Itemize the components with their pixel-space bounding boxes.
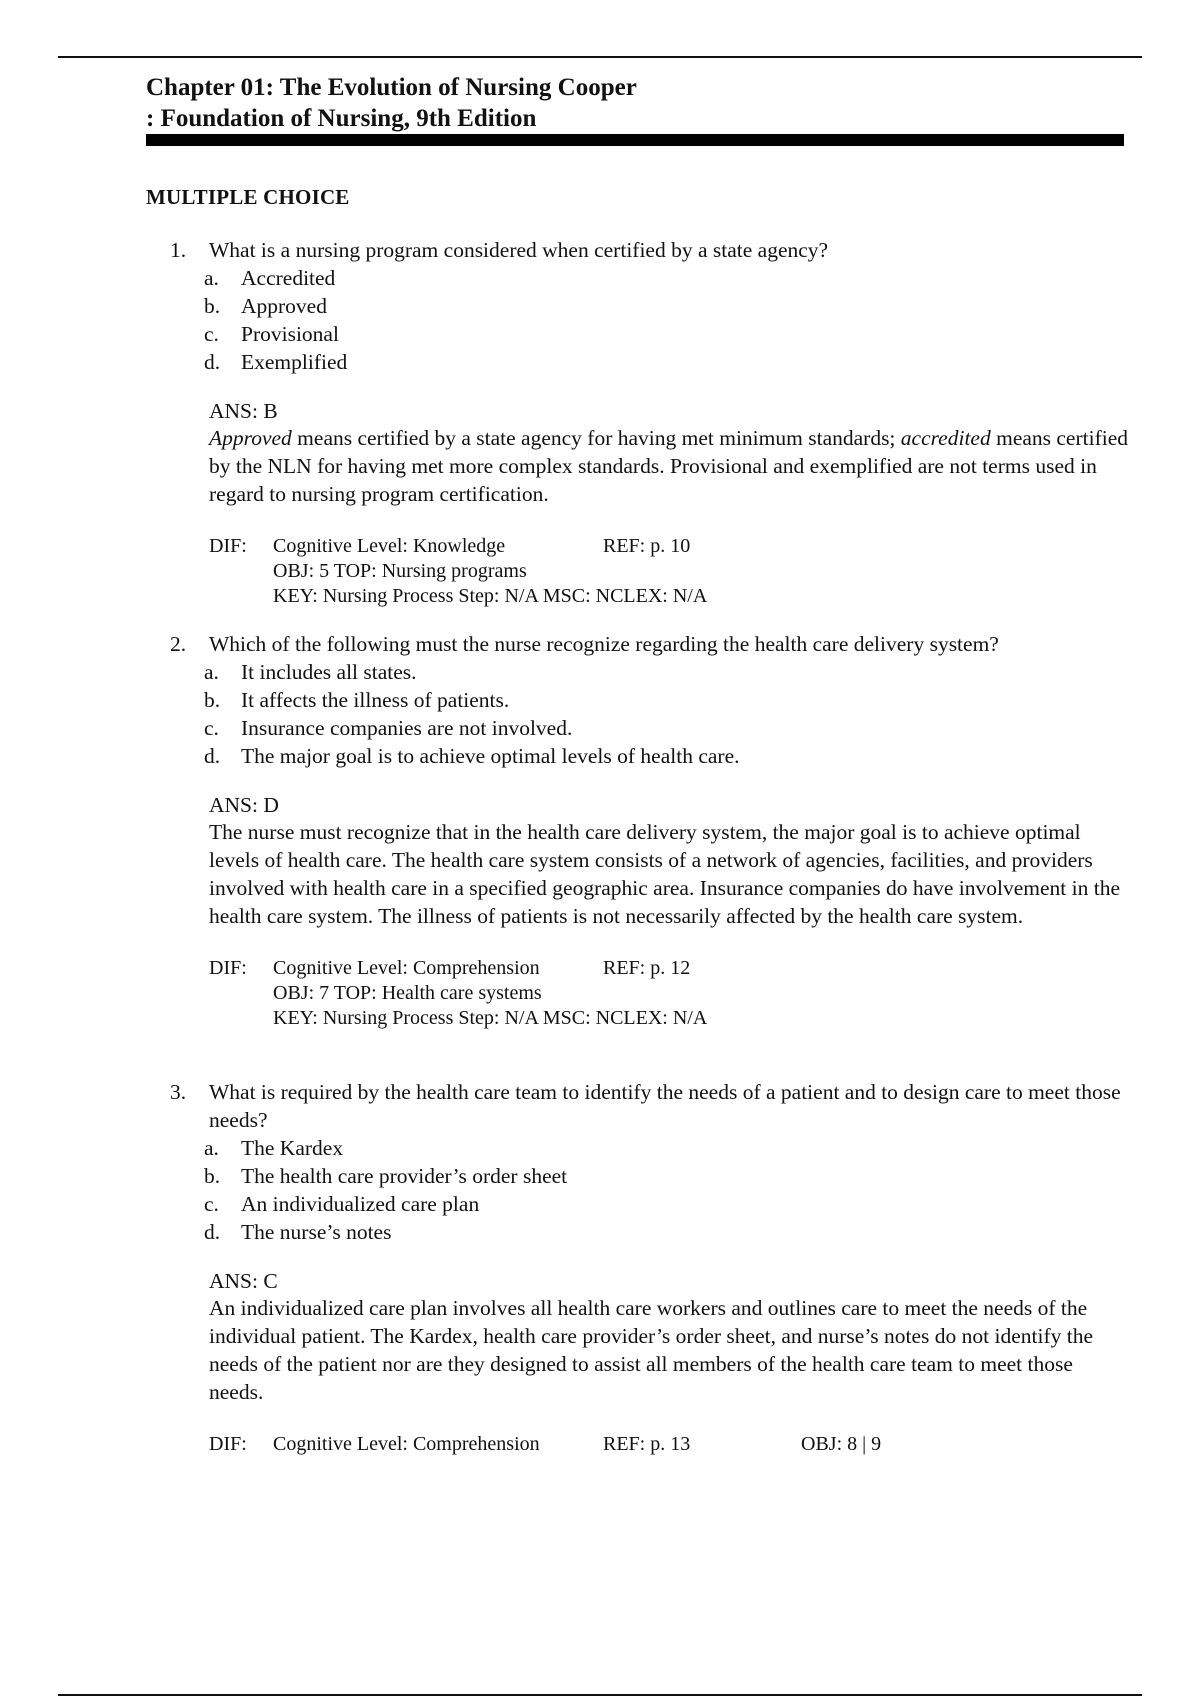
option-d: d. The major goal is to achieve optimal levels of health care. — [204, 744, 740, 768]
question-text: Which of the following must the nurse recognize regarding the health care delivery system? — [209, 632, 999, 656]
option-c: c. Provisional — [204, 322, 339, 346]
answer-block — [209, 1268, 1130, 1406]
metadata-block — [209, 956, 1130, 1031]
option-d: d. The nurse’s notes — [204, 1220, 392, 1244]
cognitive-level: Cognitive Level: Comprehension — [273, 1433, 540, 1455]
question-number: 1. — [170, 238, 187, 262]
key-msc: KEY: Nursing Process Step: N/A MSC: NCLEX: N/A — [273, 1007, 708, 1029]
question-number: 2. — [170, 632, 187, 656]
dif-label: DIF: — [209, 535, 247, 557]
question-text: What is a nursing program considered when certified by a state agency? — [209, 238, 829, 262]
section-heading: MULTIPLE CHOICE — [146, 185, 350, 209]
option-c: c. Insurance companies are not involved. — [204, 716, 573, 740]
question-text: What is required by the health care team to identify the needs of a patient and to design care to meet those needs? — [209, 1080, 1121, 1132]
question-2 — [170, 630, 1130, 1031]
answer-key: ANS: C — [209, 1269, 278, 1293]
title-line-1: Chapter 01: The Evolution of Nursing Cooper — [146, 74, 637, 101]
option-d: d. Exemplified — [204, 350, 348, 374]
metadata-block — [209, 534, 1130, 609]
option-list — [204, 658, 1130, 770]
answer-key: ANS: D — [209, 793, 279, 817]
dif-label: DIF: — [209, 957, 247, 979]
option-c: c. An individualized care plan — [204, 1192, 480, 1216]
question-number: 3. — [170, 1080, 187, 1104]
cognitive-level: Cognitive Level: Comprehension — [273, 957, 540, 979]
reference: REF: p. 13 — [603, 1433, 691, 1455]
title-underline-bar — [146, 134, 1124, 146]
option-b: b. It affects the illness of patients. — [204, 688, 510, 712]
dif-label: DIF: — [209, 1433, 247, 1455]
rationale: An individualized care plan involves all health care workers and outlines care to meet the needs of the individual patient. The Kardex, health care provider’s order sheet, and nurse’s notes do not identify the needs of the patient nor are they designed to assist all members of the health care team to meet those needs. — [209, 1296, 1094, 1404]
answer-block — [209, 792, 1130, 930]
title-line-2: : Foundation of Nursing, 9th Edition — [146, 105, 537, 132]
cognitive-level: Cognitive Level: Knowledge — [273, 535, 506, 557]
option-list — [204, 264, 1130, 376]
reference: REF: p. 12 — [603, 957, 691, 979]
key-msc: KEY: Nursing Process Step: N/A MSC: NCLEX: N/A — [273, 585, 708, 607]
option-a: a. Accredited — [204, 266, 336, 290]
top-rule — [58, 56, 1142, 58]
bottom-rule — [58, 1694, 1142, 1696]
objective-topic: OBJ: 5 TOP: Nursing programs — [273, 560, 527, 582]
reference: REF: p. 10 — [603, 535, 691, 557]
chapter-title — [146, 72, 1126, 134]
answer-key: ANS: B — [209, 399, 278, 423]
option-a: a. The Kardex — [204, 1136, 344, 1160]
option-b: b. The health care provider’s order sheet — [204, 1164, 568, 1188]
option-list — [204, 1134, 1130, 1246]
metadata-block — [209, 1432, 1130, 1457]
question-1 — [170, 236, 1130, 609]
rationale: The nurse must recognize that in the health care delivery system, the major goal is to achieve optimal levels of health care. The health care system consists of a network of agencies, facilities, and providers involved with health care in a specified geographic area. Insurance companies do have involvement in the health care system. The illness of patients is not necessarily affected by the health care system. — [209, 820, 1121, 928]
option-b: b. Approved — [204, 294, 327, 318]
objective: OBJ: 8 | 9 — [801, 1433, 882, 1455]
rationale: Approved means certified by a state agency for having met minimum standards; accredited means certified by the NLN for having met more complex standards. Provisional and exemplified are not terms used in regard to nursing program certification. — [209, 426, 1129, 506]
question-3 — [170, 1078, 1130, 1457]
objective-topic: OBJ: 7 TOP: Health care systems — [273, 982, 542, 1004]
option-a: a. It includes all states. — [204, 660, 417, 684]
answer-block — [209, 398, 1130, 508]
